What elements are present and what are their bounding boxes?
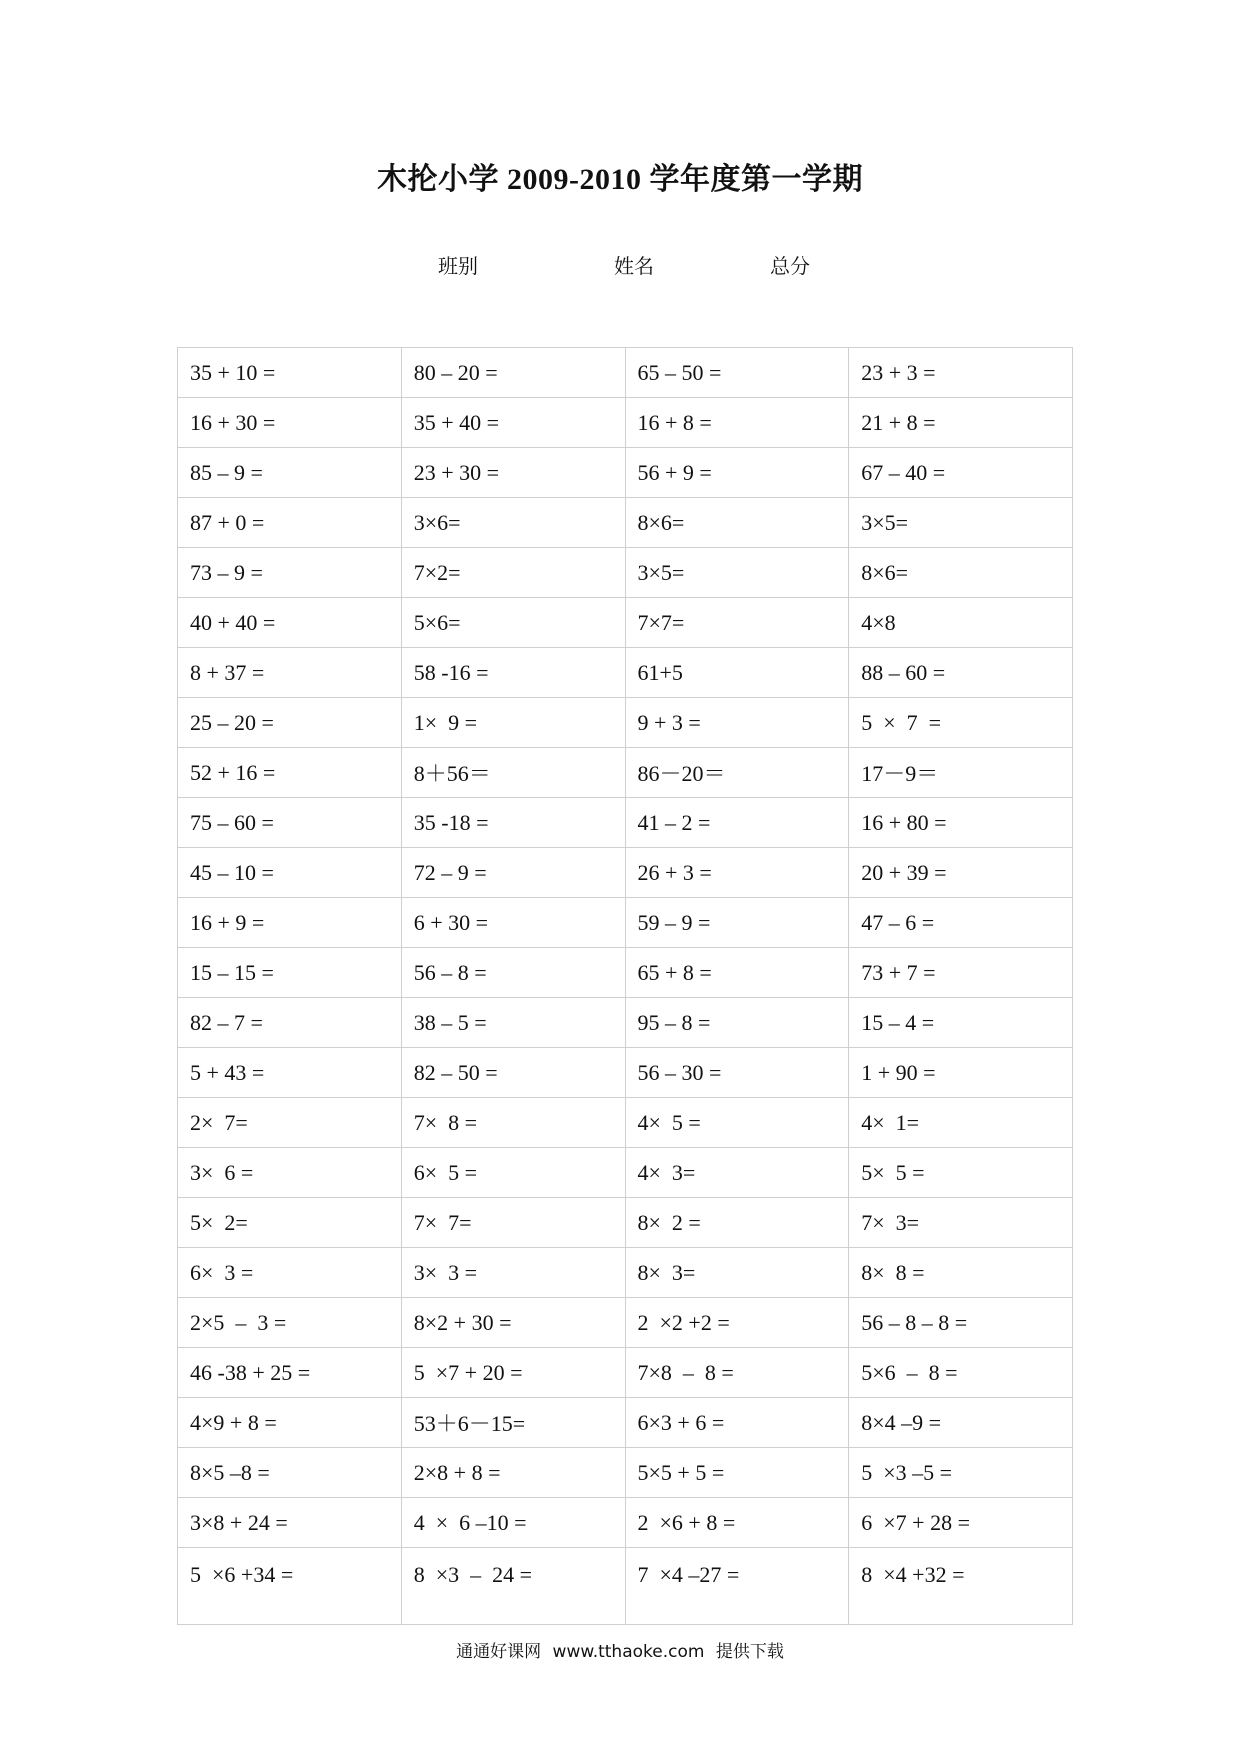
problem-cell: 4×9 + 8 = <box>178 1398 402 1448</box>
problem-table <box>177 347 1073 1625</box>
problem-cell: 85 – 9 = <box>178 448 402 498</box>
problem-cell: 26 + 3 = <box>625 848 849 898</box>
problem-cell: 23 + 3 = <box>849 348 1073 398</box>
problem-cell: 6× 3 = <box>178 1248 402 1298</box>
problem-cell: 73 + 7 = <box>849 948 1073 998</box>
problem-cell: 6 + 30 = <box>401 898 625 948</box>
problem-cell: 8 ×3 – 24 = <box>401 1548 625 1625</box>
problem-cell: 56 – 8 = <box>401 948 625 998</box>
problem-cell: 3× 3 = <box>401 1248 625 1298</box>
problem-cell: 8 ×4 +32 = <box>849 1548 1073 1625</box>
problem-cell: 2 ×2 +2 = <box>625 1298 849 1348</box>
problem-cell: 61+5 <box>625 648 849 698</box>
problem-cell: 8× 2 = <box>625 1198 849 1248</box>
table-row <box>178 598 1073 648</box>
class-label: 班别 <box>438 254 478 278</box>
problem-cell: 41 – 2 = <box>625 798 849 848</box>
problem-cell: 6× 5 = <box>401 1148 625 1198</box>
problem-cell: 4 × 6 –10 = <box>401 1498 625 1548</box>
problem-cell: 8×2 + 30 = <box>401 1298 625 1348</box>
problem-cell: 2×8 + 8 = <box>401 1448 625 1498</box>
problem-table-body <box>178 348 1073 1625</box>
table-row <box>178 398 1073 448</box>
problem-cell: 82 – 7 = <box>178 998 402 1048</box>
problem-cell: 56 – 8 – 8 = <box>849 1298 1073 1348</box>
problem-cell: 6 ×7 + 28 = <box>849 1498 1073 1548</box>
student-info-row <box>0 250 1240 280</box>
problem-cell: 5 × 7 = <box>849 698 1073 748</box>
problem-cell: 5× 2= <box>178 1198 402 1248</box>
problem-cell: 56 + 9 = <box>625 448 849 498</box>
table-row <box>178 1348 1073 1398</box>
problem-cell: 35 -18 = <box>401 798 625 848</box>
table-row <box>178 1098 1073 1148</box>
problem-cell: 35 + 40 = <box>401 398 625 448</box>
page-title: 木抡小学 2009-2010 学年度第一学期 <box>377 163 863 196</box>
problem-cell: 16 + 9 = <box>178 898 402 948</box>
problem-cell: 58 -16 = <box>401 648 625 698</box>
problem-cell: 1× 9 = <box>401 698 625 748</box>
problem-cell: 8×4 –9 = <box>849 1398 1073 1448</box>
problem-cell: 7×2= <box>401 548 625 598</box>
problem-cell: 1 + 90 = <box>849 1048 1073 1098</box>
table-row <box>178 1048 1073 1098</box>
score-label: 总分 <box>770 254 810 278</box>
problem-cell: 23 + 30 = <box>401 448 625 498</box>
table-row <box>178 1398 1073 1448</box>
problem-cell: 16 + 8 = <box>625 398 849 448</box>
problem-cell: 9 + 3 = <box>625 698 849 748</box>
problem-cell: 45 – 10 = <box>178 848 402 898</box>
problem-cell: 75 – 60 = <box>178 798 402 848</box>
table-row <box>178 748 1073 798</box>
problem-cell: 86－20＝ <box>625 748 849 798</box>
table-row <box>178 798 1073 848</box>
table-row <box>178 898 1073 948</box>
table-row <box>178 998 1073 1048</box>
problem-cell: 7× 7= <box>401 1198 625 1248</box>
problem-cell: 7×7= <box>625 598 849 648</box>
table-row <box>178 648 1073 698</box>
table-row <box>178 948 1073 998</box>
problem-cell: 65 + 8 = <box>625 948 849 998</box>
problem-cell: 82 – 50 = <box>401 1048 625 1098</box>
problem-cell: 8× 3= <box>625 1248 849 1298</box>
problem-cell: 3×5= <box>625 548 849 598</box>
problem-cell: 20 + 39 = <box>849 848 1073 898</box>
problem-cell: 2 ×6 + 8 = <box>625 1498 849 1548</box>
problem-cell: 25 – 20 = <box>178 698 402 748</box>
problem-cell: 5 ×7 + 20 = <box>401 1348 625 1398</box>
problem-cell: 88 – 60 = <box>849 648 1073 698</box>
table-row <box>178 848 1073 898</box>
problem-cell: 5 ×6 +34 = <box>178 1548 402 1625</box>
problem-cell: 4×8 <box>849 598 1073 648</box>
problem-cell: 6×3 + 6 = <box>625 1398 849 1448</box>
problem-cell: 4× 5 = <box>625 1098 849 1148</box>
problem-cell: 16 + 80 = <box>849 798 1073 848</box>
table-row <box>178 348 1073 398</box>
problem-cell: 46 -38 + 25 = <box>178 1348 402 1398</box>
problem-cell: 2× 7= <box>178 1098 402 1148</box>
problem-cell: 38 – 5 = <box>401 998 625 1048</box>
problem-cell: 3×8 + 24 = <box>178 1498 402 1548</box>
problem-cell: 8 + 37 = <box>178 648 402 698</box>
problem-cell: 15 – 15 = <box>178 948 402 998</box>
problem-cell: 15 – 4 = <box>849 998 1073 1048</box>
problem-cell: 8×6= <box>849 548 1073 598</box>
problem-cell: 73 – 9 = <box>178 548 402 598</box>
table-row <box>178 1248 1073 1298</box>
problem-cell: 5×6= <box>401 598 625 648</box>
problem-cell: 4× 3= <box>625 1148 849 1198</box>
problem-cell: 2×5 – 3 = <box>178 1298 402 1348</box>
table-row <box>178 498 1073 548</box>
problem-cell: 5 ×3 –5 = <box>849 1448 1073 1498</box>
table-row <box>178 698 1073 748</box>
problem-cell: 3×5= <box>849 498 1073 548</box>
problem-cell: 7× 3= <box>849 1198 1073 1248</box>
problem-cell: 7×8 – 8 = <box>625 1348 849 1398</box>
table-row <box>178 548 1073 598</box>
problem-cell: 8×5 –8 = <box>178 1448 402 1498</box>
problem-cell: 21 + 8 = <box>849 398 1073 448</box>
problem-cell: 56 – 30 = <box>625 1048 849 1098</box>
problem-cell: 65 – 50 = <box>625 348 849 398</box>
name-label: 姓名 <box>614 254 654 278</box>
problem-cell: 8×6= <box>625 498 849 548</box>
problem-cell: 40 + 40 = <box>178 598 402 648</box>
table-row <box>178 1498 1073 1548</box>
table-row <box>178 1548 1073 1625</box>
problem-cell: 16 + 30 = <box>178 398 402 448</box>
problem-cell: 67 – 40 = <box>849 448 1073 498</box>
problem-cell: 80 – 20 = <box>401 348 625 398</box>
problem-cell: 3× 6 = <box>178 1148 402 1198</box>
problem-cell: 5×5 + 5 = <box>625 1448 849 1498</box>
problem-cell: 7 ×4 –27 = <box>625 1548 849 1625</box>
table-row <box>178 448 1073 498</box>
problem-cell: 5 + 43 = <box>178 1048 402 1098</box>
problem-cell: 47 – 6 = <box>849 898 1073 948</box>
footer-credit: 通通好课网 www.tthaoke.com 提供下载 <box>456 1642 784 1662</box>
problem-cell: 87 + 0 = <box>178 498 402 548</box>
problem-cell: 59 – 9 = <box>625 898 849 948</box>
table-row <box>178 1298 1073 1348</box>
problem-cell: 53＋6－15= <box>401 1398 625 1448</box>
table-row <box>178 1198 1073 1248</box>
problem-cell: 5× 5 = <box>849 1148 1073 1198</box>
problem-cell: 8＋56＝ <box>401 748 625 798</box>
problem-cell: 4× 1= <box>849 1098 1073 1148</box>
problem-cell: 7× 8 = <box>401 1098 625 1148</box>
problem-cell: 72 – 9 = <box>401 848 625 898</box>
problem-cell: 8× 8 = <box>849 1248 1073 1298</box>
problem-cell: 5×6 – 8 = <box>849 1348 1073 1398</box>
problem-cell: 3×6= <box>401 498 625 548</box>
problem-cell: 52 + 16 = <box>178 748 402 798</box>
problem-cell: 17－9＝ <box>849 748 1073 798</box>
table-row <box>178 1448 1073 1498</box>
problem-cell: 35 + 10 = <box>178 348 402 398</box>
table-row <box>178 1148 1073 1198</box>
problem-cell: 95 – 8 = <box>625 998 849 1048</box>
